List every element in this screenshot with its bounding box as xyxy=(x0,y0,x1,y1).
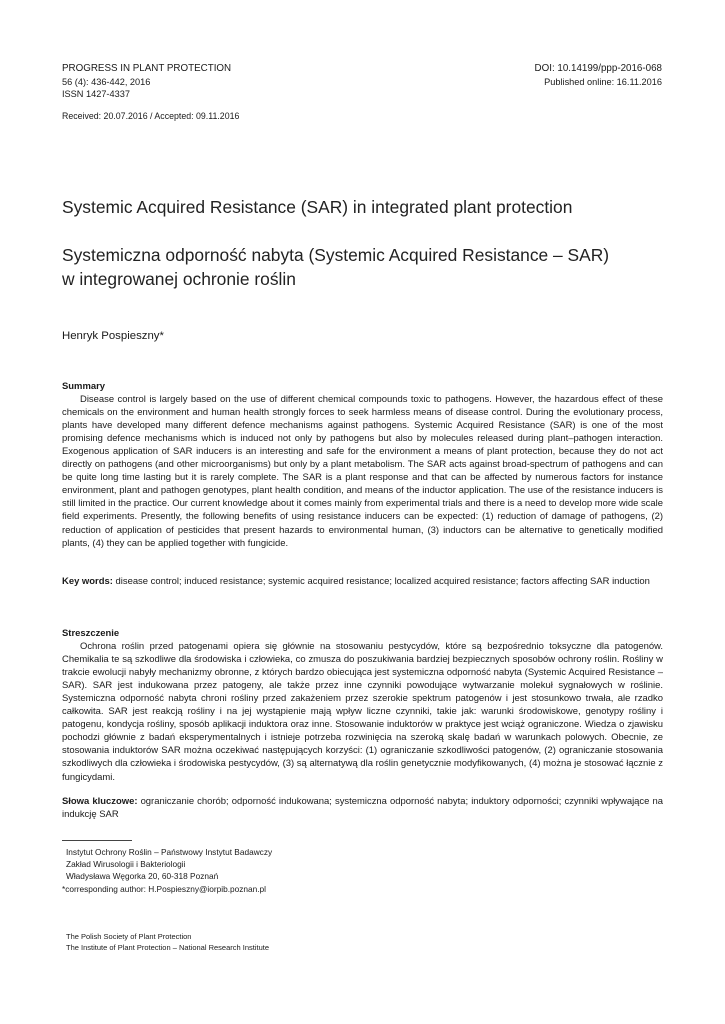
publisher-info xyxy=(66,932,269,953)
published-date: Published online: 16.11.2016 xyxy=(544,76,662,87)
journal-name: PROGRESS IN PLANT PROTECTION xyxy=(62,63,232,74)
journal-info xyxy=(62,63,231,101)
author-affiliation xyxy=(62,846,272,895)
affiliation-institute: Instytut Ochrony Roślin – Państwowy Instytut Badawczy xyxy=(66,847,273,857)
journal-volume: 56 (4): 436-442, 2016 xyxy=(62,76,151,87)
title-polish xyxy=(62,243,609,291)
keywords-label: Key words: xyxy=(62,576,113,587)
footnote-divider xyxy=(62,840,132,841)
summary-section xyxy=(62,380,663,550)
doi-info xyxy=(535,63,662,88)
keywords-pl xyxy=(62,795,663,821)
author-name: Henryk Pospieszny* xyxy=(62,330,164,342)
streszczenie-section xyxy=(62,627,663,784)
title-polish-line2: w integrowanej ochronie roślin xyxy=(62,269,296,289)
title-english: Systemic Acquired Resistance (SAR) in integrated plant protection xyxy=(62,197,573,217)
slowa-kluczowe-text: ograniczanie chorób; odporność indukowana; systemiczna odporność nabyta; induktory odporności; czynniki wpływające na indukcję SAR xyxy=(62,796,663,821)
keywords-en xyxy=(62,575,663,588)
streszczenie-text: Ochrona roślin przed patogenami opiera się głównie na stosowaniu pestycydów, które są bezpośrednio toksyczne dla patogenów. Chemikalia te są szkodliwe dla środowiska i człowieka, co zmusza do poszukiwania bardziej bezpiecznych sposobów ochrony roślin. Rośliny w trakcie ewolucji nabyły mechanizmy obronne, z których bardzo obiecująca jest systemiczna odporność nabyta (Systemic Acquired Resistance – SAR). SAR jest indukowana przez patogeny, ale także przez inne czynniki powodujące wytwarzanie molekuł sygnałowych w roślinie. Systemiczna odporność nabyta chroni rośliny przed zakażeniem przez szerokie spektrum patogenów i jest stosunkowo trwała, ale rzadko całkowita. SAR jest reakcją rośliny i na jej wystąpienie mają wpływ liczne czynniki, takie jak: warunki środowiskowe, genotypy rośliny i patogenu, kondycja rośliny, sposób aplikacji induktora oraz inne. Stosowanie induktorów w praktyce jest wciąż ograniczone. Wiedza o zjawisku pochodzi głównie z badań eksperymentalnych i istnieje potrzeba rozwinięcia na szeroką skalę badań w warunkach polowych. Obecnie, ze stosowania induktorów SAR można oczekiwać następujących korzyści: (1) ograniczanie szkodliwości patogenów, (2) ograniczanie stosowania szkodliwych dla człowieka i środowiska pestycydów, (3) są alternatywą dla roślin genetycznie modyfikowanych, (4) można je stosować łącznie z fungicydami. xyxy=(62,641,663,783)
corresponding-author-email[interactable]: *corresponding author: H.Pospieszny@iorpib.poznan.pl xyxy=(62,883,266,894)
streszczenie-heading: Streszczenie xyxy=(62,628,120,639)
journal-issn: ISSN 1427-4337 xyxy=(62,89,130,99)
received-accepted-dates: Received: 20.07.2016 / Accepted: 09.11.2016 xyxy=(62,111,240,121)
keywords-text: disease control; induced resistance; systemic acquired resistance; localized acquired resistance; factors affecting SAR induction xyxy=(115,576,650,587)
affiliation-department: Zakład Wirusologii i Bakteriologii xyxy=(66,859,186,870)
title-polish-line1: Systemiczna odporność nabyta (Systemic Acquired Resistance – SAR) xyxy=(62,245,610,265)
publisher-institute: The Institute of Plant Protection – National Research Institute xyxy=(66,942,270,952)
affiliation-address: Władysława Węgorka 20, 60-318 Poznań xyxy=(66,871,219,882)
doi-link[interactable]: DOI: 10.14199/ppp-2016-068 xyxy=(534,63,662,74)
summary-text: Disease control is largely based on the use of different chemical compounds toxic to pathogens. However, the hazardous effect of these chemicals on the environment and human health strongly forces to seek harmless means of disease control. During the evolutionary process, plants have developed many different defence mechanisms against pathogens. Systemic Acquired Resistance (SAR) is one of the most promising defence mechanisms which is induced not only by pathogens but also by molecules released during plant–pathogen interaction. Exogenous application of SAR inducers is an interesting and safe for the environment a means of plant protection, because they do not act directly on pathogens (and other microorganisms) but only by a plant metabolism. The SAR acts against broad-spectrum of pathogens and can be quite long time lasting but it is rarely complete. The SAR is a plant response and that can be affected by numerous factors for instance environment, plant and pathogen genotypes, plant health condition, and means of the inductor application. The use of the resistance inducers is still limited in the practice. Our current knowledge about it comes mainly from experimental trials and there is a need to develop more wide scale field experiments. Presently, the following benefits of using resistance inducers can be expected: (1) reduction of damage of pathogens, (2) reduction of application of pesticides that present hazards to environmental human, (3) inductors can be alternative to genetically modified plants, (4) they can be applied together with fungicide. xyxy=(62,394,663,549)
publisher-society: The Polish Society of Plant Protection xyxy=(66,932,192,941)
slowa-kluczowe-label: Słowa kluczowe: xyxy=(62,796,138,807)
summary-heading: Summary xyxy=(62,381,106,392)
